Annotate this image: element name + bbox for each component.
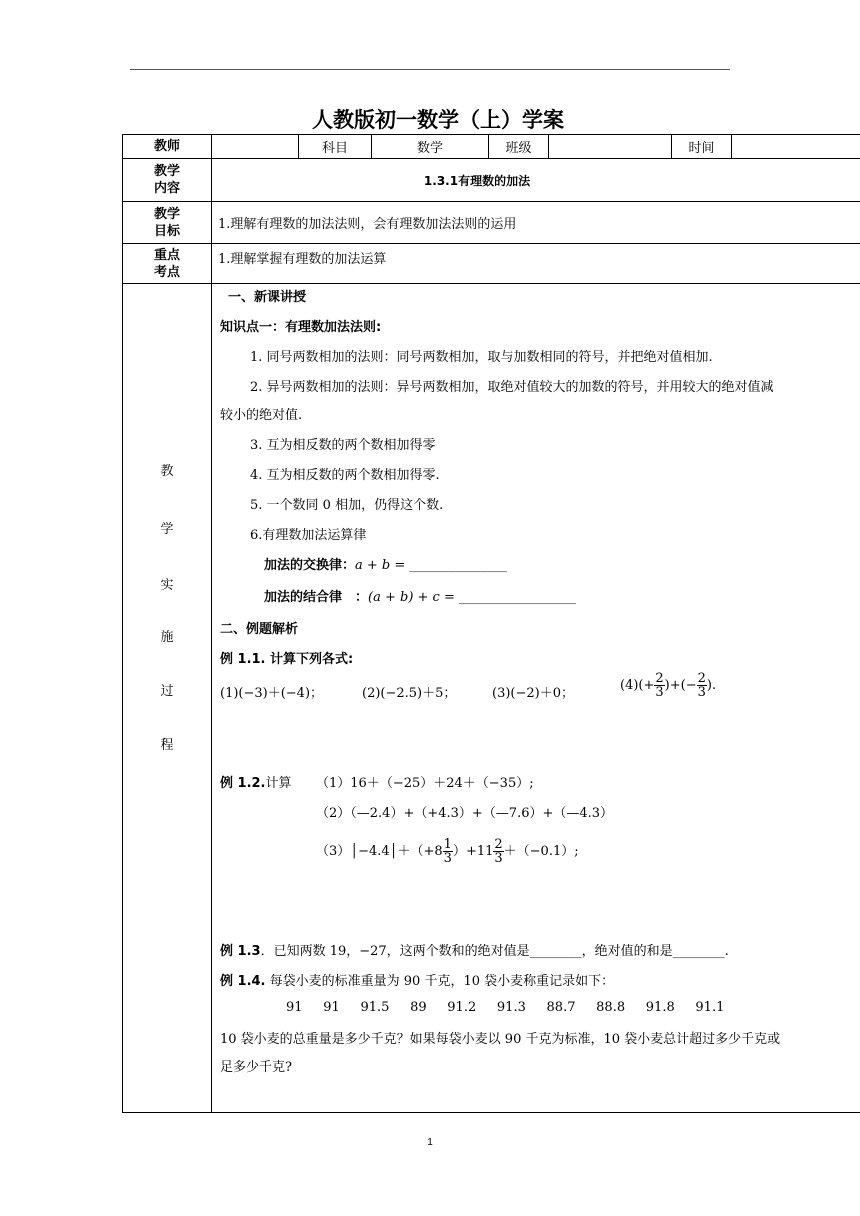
content-label-line1: 教学 — [153, 164, 180, 179]
content-label — [123, 159, 212, 202]
example-1-3 — [220, 940, 729, 959]
time-value — [732, 135, 860, 159]
goal-label — [123, 202, 212, 244]
fraction-numerator: 2 — [494, 837, 503, 852]
fraction-denominator: 3 — [655, 685, 664, 700]
example-1-4-label: 例 1.4. — [220, 974, 266, 989]
example-1-2-line-1: （1）16＋（−25）＋24＋（−35）; — [316, 776, 534, 791]
content-row — [123, 159, 860, 202]
goal-row — [123, 202, 860, 244]
subject-value: 数学 — [372, 135, 489, 159]
example-1-3-label: 例 1.3 — [220, 944, 261, 959]
goal-value: 1.理解有理数的加法法则，会有理数加法法则的运用 — [212, 202, 860, 244]
rule-2a: 2. 异号两数相加的法则：异号两数相加，取绝对值较大的加数的符号，并用较大的绝对值减 — [250, 380, 774, 395]
example-1-2-line-2: （2）（—2.4）+（+4.3）+（—7.6）+（—4.3） — [316, 806, 614, 821]
example-1-1-part-2: (2)(−2.5)＋5； — [362, 686, 457, 701]
content-label-line2: 内容 — [153, 181, 180, 196]
section-new-lesson: 一、新课讲授 — [228, 290, 307, 305]
focus-label-line2: 考点 — [153, 264, 180, 280]
weight-value: 91.3 — [496, 1000, 526, 1015]
document-title: 人教版初一数学（上）学案 — [312, 108, 564, 132]
example-1-4-text: 每袋小麦的标准重量为 90 千克，10 袋小麦称重记录如下： — [265, 974, 615, 989]
example-1-2 — [220, 772, 292, 791]
p4-close: ). — [706, 678, 717, 693]
fraction-one-third — [443, 838, 453, 865]
process-char-1: 教 — [160, 464, 174, 479]
weight-value: 88.8 — [596, 1000, 626, 1015]
example-1-4-question-2: 足多少千克? — [220, 1060, 292, 1075]
fraction-denominator: 3 — [443, 851, 452, 866]
weight-value: 88.7 — [546, 1000, 576, 1015]
example-1-2-word: 计算 — [265, 776, 292, 791]
example-1-4 — [220, 970, 614, 989]
weight-value: 91.8 — [645, 1000, 675, 1015]
process-char-3: 实 — [160, 578, 174, 593]
time-label: 时间 — [672, 135, 732, 159]
example-1-1-part-3: (3)(−2)＋0； — [492, 686, 574, 701]
page-number: 1 — [427, 1137, 433, 1148]
p4-middle: )+(− — [664, 678, 697, 693]
process-char-2: 学 — [160, 522, 174, 537]
example-1-1-part-4 — [620, 672, 716, 699]
line3-part-b: ）+11 — [452, 844, 494, 859]
weight-value: 91.2 — [447, 1000, 477, 1015]
content-value: 1.3.1有理数的加法 — [212, 159, 860, 202]
class-value — [549, 135, 672, 159]
header-rule — [130, 69, 730, 70]
section-examples: 二、例题解析 — [220, 622, 299, 637]
line3-part-c: ＋（−0.1）; — [503, 844, 579, 859]
example-1-2-line-3 — [316, 838, 579, 865]
fraction-numerator: 2 — [655, 671, 664, 686]
rule-2b: 较小的绝对值. — [220, 408, 303, 423]
process-char-5: 过 — [160, 684, 174, 699]
rule-3: 3. 互为相反数的两个数相加得零 — [250, 438, 436, 453]
subject-label: 科目 — [299, 135, 372, 159]
rule-6: 6.有理数加法运算律 — [250, 528, 367, 543]
teacher-label: 教师 — [123, 135, 212, 159]
example-1-1-title: 例 1.1. 计算下列各式: — [220, 652, 354, 667]
weight-value: 91.5 — [360, 1000, 390, 1015]
weights-list — [286, 1000, 724, 1015]
process-char-6: 程 — [160, 738, 174, 753]
example-1-4-question-1: 10 袋小麦的总重量是多少千克？如果每袋小麦以 90 千克为标准，10 袋小麦总计超过多少千克或 — [220, 1032, 781, 1047]
rule-1: 1. 同号两数相加的法则：同号两数相加，取与加数相同的符号，并把绝对值相加. — [250, 350, 713, 365]
commutative-law — [264, 554, 507, 573]
line3-part-a: （3）│−4.4│＋（+8 — [316, 844, 443, 859]
header-row — [123, 135, 860, 159]
fraction-two-thirds-b — [697, 672, 707, 699]
fraction-numerator: 1 — [443, 837, 452, 852]
focus-value: 1.理解掌握有理数的加法运算 — [212, 244, 860, 284]
focus-label-line1: 重点 — [153, 247, 180, 263]
focus-row — [123, 244, 860, 284]
teacher-value — [212, 135, 299, 159]
fraction-two-thirds — [493, 838, 503, 865]
rule-4: 4. 互为相反数的两个数相加得零. — [250, 468, 440, 483]
weight-value: 91 — [323, 1000, 340, 1015]
example-1-2-label: 例 1.2. — [220, 776, 266, 791]
process-char-4: 施 — [160, 630, 174, 645]
weight-value: 89 — [410, 1000, 427, 1015]
weight-value: 91 — [286, 1000, 303, 1015]
associative-law — [264, 586, 576, 605]
process-row — [123, 284, 860, 1113]
example-1-3-text: ．已知两数 19，−27，这两个数和的绝对值是________，绝对值的和是________. — [260, 944, 729, 959]
p4-open: (4)(+ — [620, 678, 655, 693]
rule-5: 5. 一个数同 0 相加，仍得这个数. — [250, 498, 444, 513]
lesson-plan-table — [122, 134, 860, 1113]
process-label — [123, 284, 212, 1113]
goal-label-line1: 教学 — [153, 206, 180, 222]
process-content — [212, 284, 860, 1113]
goal-label-line2: 目标 — [153, 223, 180, 239]
associative-label: 加法的结合律 ： — [264, 590, 369, 605]
class-label: 班级 — [489, 135, 549, 159]
associative-expression: (a + b) + c = __________________ — [368, 590, 576, 605]
fraction-denominator: 3 — [494, 851, 503, 866]
example-1-1-part-1: (1)(−3)＋(−4)； — [220, 686, 324, 701]
commutative-label: 加法的交换律： — [264, 558, 356, 573]
fraction-numerator: 2 — [697, 671, 706, 686]
commutative-expression: a + b = _______________ — [355, 558, 507, 573]
weight-value: 91.1 — [695, 1000, 725, 1015]
knowledge-point-1: 知识点一：有理数加法法则: — [220, 320, 382, 335]
fraction-two-thirds-a — [654, 672, 664, 699]
focus-label — [123, 244, 212, 284]
fraction-denominator: 3 — [697, 685, 706, 700]
